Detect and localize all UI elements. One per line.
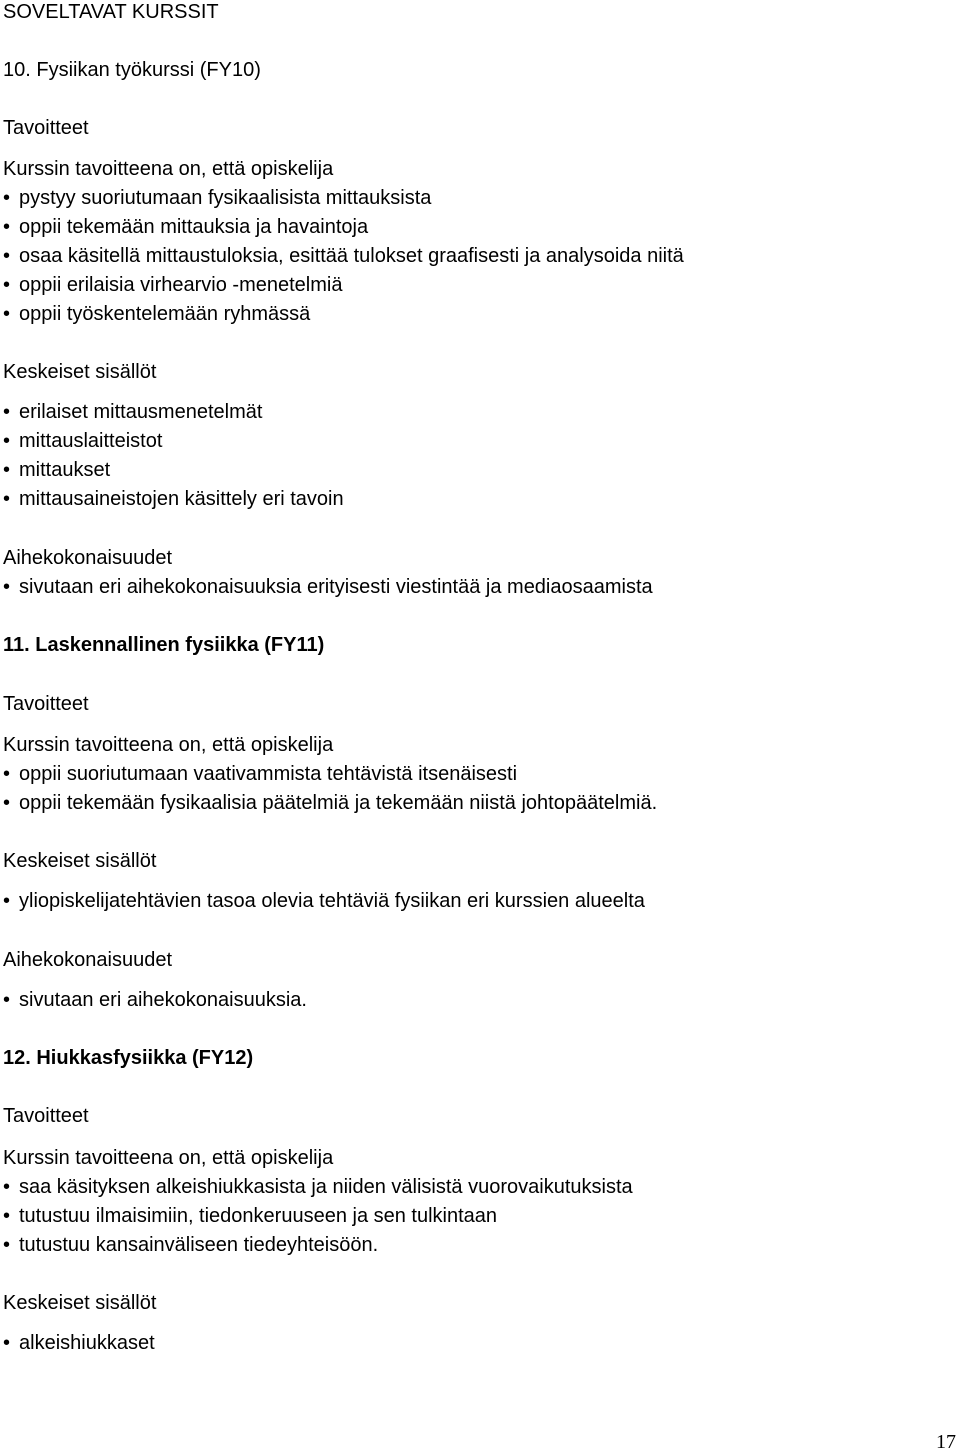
bullet-icon: • [3,274,11,296]
list-item: • mittaukset [3,459,111,481]
course-title-fy10: 10. Fysiikan työkurssi (FY10) [3,59,261,81]
list-item: • pystyy suoriutumaan fysikaalisista mittauksista [3,187,432,209]
list-item: • osaa käsitellä mittaustuloksia, esittää tulokset graafisesti ja analysoida niitä [3,245,684,267]
goals-heading-fy10: Tavoitteet [3,117,89,139]
bullet-icon: • [3,1176,11,1198]
themes-heading-fy10: Aihekokonaisuudet [3,547,173,569]
list-item: • mittauslaitteistot [3,430,163,452]
bullet-icon: • [3,1205,11,1227]
list-item: • oppii työskentelemään ryhmässä [3,303,311,325]
goals-intro-fy12: Kurssin tavoitteena on, että opiskelija [3,1147,334,1169]
bullet-icon: • [3,890,11,912]
list-item: • saa käsityksen alkeishiukkasista ja niiden välisistä vuorovaikutuksista [3,1176,633,1198]
bullet-icon: • [3,303,11,325]
goals-intro-fy11: Kurssin tavoitteena on, että opiskelija [3,734,334,756]
course-title-fy11: 11. Laskennallinen fysiikka (FY11) [3,634,325,656]
list-item: • alkeishiukkaset [3,1332,155,1354]
bullet-icon: • [3,763,11,785]
bullet-icon: • [3,1234,11,1256]
list-item: • oppii tekemään mittauksia ja havaintoja [3,216,369,238]
goals-heading-fy11: Tavoitteet [3,693,89,715]
page-number: 17 [936,1431,956,1453]
themes-heading-fy11: Aihekokonaisuudet [3,949,173,971]
bullet-icon: • [3,792,11,814]
contents-heading-fy10: Keskeiset sisällöt [3,361,157,383]
list-item: • sivutaan eri aihekokonaisuuksia. [3,989,307,1011]
goals-intro-fy10: Kurssin tavoitteena on, että opiskelija [3,158,334,180]
bullet-icon: • [3,187,11,209]
list-item: • oppii tekemään fysikaalisia päätelmiä ja tekemään niistä johtopäätelmiä. [3,792,658,814]
bullet-icon: • [3,401,11,423]
list-item: • tutustuu ilmaisimiin, tiedonkeruuseen ja sen tulkintaan [3,1205,498,1227]
bullet-icon: • [3,989,11,1011]
goals-heading-fy12: Tavoitteet [3,1105,89,1127]
list-item: • sivutaan eri aihekokonaisuuksia erityisesti viestintää ja mediaosaamista [3,576,653,598]
contents-heading-fy11: Keskeiset sisällöt [3,850,157,872]
list-item: • mittausaineistojen käsittely eri tavoin [3,488,344,510]
bullet-icon: • [3,488,11,510]
bullet-icon: • [3,459,11,481]
course-title-fy12: 12. Hiukkasfysiikka (FY12) [3,1047,254,1069]
list-item: • yliopiskelijatehtävien tasoa olevia tehtäviä fysiikan eri kurssien alueelta [3,890,645,912]
bullet-icon: • [3,1332,11,1354]
bullet-icon: • [3,216,11,238]
list-item: • oppii suoriutumaan vaativammista tehtävistä itsenäisesti [3,763,518,785]
list-item: • erilaiset mittausmenetelmät [3,401,263,423]
page-header: SOVELTAVAT KURSSIT [3,1,219,23]
list-item: • oppii erilaisia virhearvio -menetelmiä [3,274,343,296]
bullet-icon: • [3,245,11,267]
list-item: • tutustuu kansainväliseen tiedeyhteisöön. [3,1234,379,1256]
bullet-icon: • [3,430,11,452]
contents-heading-fy12: Keskeiset sisällöt [3,1292,157,1314]
bullet-icon: • [3,576,11,598]
